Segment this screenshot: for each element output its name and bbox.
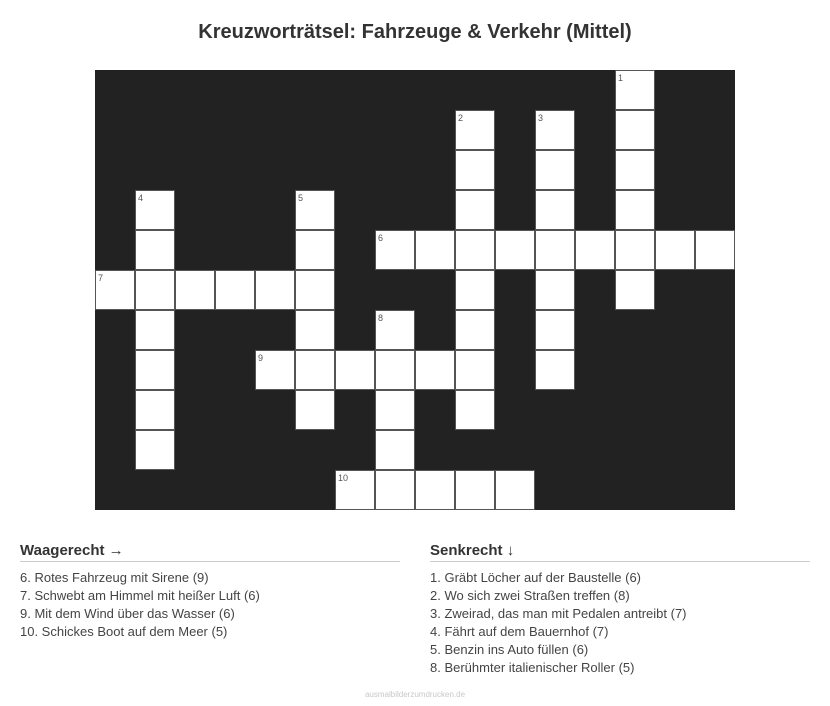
crossword-cell[interactable]: [375, 230, 415, 270]
across-clue: 10. Schickes Boot auf dem Meer (5): [20, 624, 228, 639]
clue-number: 4: [138, 193, 144, 203]
crossword-cell[interactable]: [95, 270, 135, 310]
crossword-cell[interactable]: [135, 430, 175, 470]
crossword-cell[interactable]: [295, 310, 335, 350]
crossword-cell[interactable]: [455, 350, 495, 390]
crossword-cell[interactable]: [335, 350, 375, 390]
down-clue: 4. Fährt auf dem Bauernhof (7): [430, 624, 609, 639]
crossword-cell[interactable]: [135, 350, 175, 390]
clue-number: 2: [458, 113, 464, 123]
crossword-cell[interactable]: [535, 350, 575, 390]
crossword-cell[interactable]: [455, 150, 495, 190]
down-clue: 8. Berühmter italienischer Roller (5): [430, 660, 635, 675]
down-clue-list: [430, 569, 810, 677]
crossword-cell[interactable]: [375, 430, 415, 470]
across-clue: 9. Mit dem Wind über das Wasser (6): [20, 606, 235, 621]
down-clue: 3. Zweirad, das man mit Pedalen antreibt (7): [430, 606, 687, 621]
across-clue: 6. Rotes Fahrzeug mit Sirene (9): [20, 570, 209, 585]
crossword-cell[interactable]: [535, 110, 575, 150]
crossword-cell[interactable]: [415, 230, 455, 270]
clue-number: 5: [298, 193, 304, 203]
crossword-cell[interactable]: [455, 310, 495, 350]
crossword-cell[interactable]: [375, 470, 415, 510]
crossword-grid: [95, 70, 735, 510]
crossword-cell[interactable]: [375, 310, 415, 350]
crossword-cell[interactable]: [615, 110, 655, 150]
across-clues-section: [20, 542, 400, 641]
clue-number: 8: [378, 313, 384, 323]
crossword-cell[interactable]: [135, 190, 175, 230]
crossword-cell[interactable]: [535, 150, 575, 190]
crossword-cell[interactable]: [455, 470, 495, 510]
down-clue: 1. Gräbt Löcher auf der Baustelle (6): [430, 570, 642, 585]
clue-number: 6: [378, 233, 384, 243]
crossword-cell[interactable]: [455, 390, 495, 430]
across-heading: Waagerecht →: [20, 542, 400, 562]
crossword-cell[interactable]: [295, 390, 335, 430]
crossword-cell[interactable]: [455, 270, 495, 310]
crossword-cell[interactable]: [655, 230, 695, 270]
down-clues-section: [430, 542, 810, 677]
crossword-cell[interactable]: [575, 230, 615, 270]
crossword-cell[interactable]: [615, 270, 655, 310]
crossword-cell[interactable]: [535, 310, 575, 350]
clue-number: 10: [338, 473, 349, 483]
footer-credit: ausmalbilderzumdrucken.de: [364, 690, 466, 699]
crossword-cell[interactable]: [615, 150, 655, 190]
crossword-cell[interactable]: [455, 110, 495, 150]
crossword-cell[interactable]: [615, 230, 655, 270]
crossword-cell[interactable]: [135, 310, 175, 350]
crossword-cell[interactable]: [135, 390, 175, 430]
crossword-cell[interactable]: [135, 270, 175, 310]
crossword-cell[interactable]: [415, 350, 455, 390]
down-heading: Senkrecht ↓: [430, 542, 810, 562]
crossword-cell[interactable]: [455, 190, 495, 230]
crossword-cell[interactable]: [295, 190, 335, 230]
crossword-cell[interactable]: [255, 350, 295, 390]
across-clue-list: [20, 569, 400, 641]
crossword-cell[interactable]: [175, 270, 215, 310]
crossword-cell[interactable]: [295, 270, 335, 310]
clue-number: 9: [258, 353, 264, 363]
crossword-cell[interactable]: [535, 190, 575, 230]
down-clue: 2. Wo sich zwei Straßen treffen (8): [430, 588, 630, 603]
crossword-cell[interactable]: [375, 390, 415, 430]
across-clue: 7. Schwebt am Himmel mit heißer Luft (6): [20, 588, 260, 603]
crossword-cell[interactable]: [535, 230, 575, 270]
page-title: Kreuzworträtsel: Fahrzeuge & Verkehr (Mittel): [198, 21, 632, 43]
clue-number: 3: [538, 113, 544, 123]
crossword-cell[interactable]: [615, 70, 655, 110]
crossword-cell[interactable]: [335, 470, 375, 510]
crossword-cell[interactable]: [615, 190, 655, 230]
down-clue: 5. Benzin ins Auto füllen (6): [430, 642, 589, 657]
crossword-cell[interactable]: [255, 270, 295, 310]
crossword-cell[interactable]: [695, 230, 735, 270]
crossword-cell[interactable]: [295, 350, 335, 390]
crossword-cell[interactable]: [375, 350, 415, 390]
crossword-cell[interactable]: [415, 470, 455, 510]
clue-number: 1: [618, 73, 624, 83]
crossword-cell[interactable]: [215, 270, 255, 310]
crossword-cell[interactable]: [535, 270, 575, 310]
crossword-cell[interactable]: [495, 230, 535, 270]
crossword-cell[interactable]: [455, 230, 495, 270]
crossword-cell[interactable]: [135, 230, 175, 270]
clue-number: 7: [98, 273, 104, 283]
crossword-cell[interactable]: [295, 230, 335, 270]
crossword-cell[interactable]: [495, 470, 535, 510]
